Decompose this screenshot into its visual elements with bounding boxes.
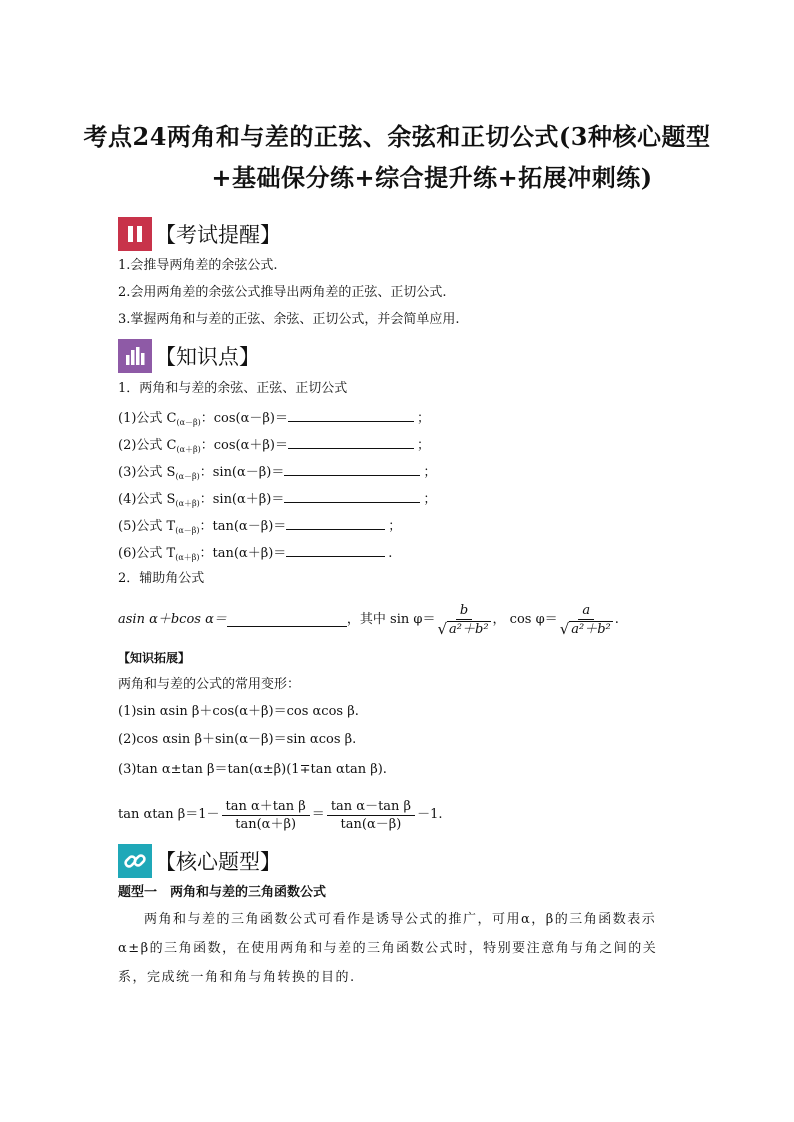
radicand: a²＋b² — [571, 621, 611, 637]
section-core-header — [118, 843, 281, 879]
formula-row-2 — [118, 436, 430, 458]
aux-cos-label: ， cos φ＝ — [492, 612, 558, 627]
formula-row-4 — [118, 490, 436, 512]
section-reminder-header — [118, 216, 281, 252]
formula-expr: ：cos(α＋β)＝ — [200, 438, 288, 453]
formula-subscript: (α－β) — [175, 472, 200, 481]
formula-subscript: (α＋β) — [175, 553, 200, 562]
reminder-item-3: 3.掌握两角和与差的正弦、余弦、正切公式，并会简单应用. — [118, 312, 460, 327]
formula-label: (6)公式 T — [118, 546, 176, 561]
answer-blank[interactable] — [286, 544, 385, 557]
formula-label: (5)公式 T — [118, 519, 176, 534]
aux-mid: ，其中 sin φ＝ — [346, 612, 436, 627]
knowledge-subheading-1: 1．两角和与差的余弦、正弦、正切公式 — [118, 381, 348, 396]
formula-subscript: (α＋β) — [175, 499, 200, 508]
knowledge-subheading-2: 2．辅助角公式 — [118, 571, 205, 586]
formula-expr: ：sin(α－β)＝ — [199, 465, 285, 480]
formula-expr: ：sin(α＋β)＝ — [199, 492, 285, 507]
pause-bars-icon — [118, 217, 152, 251]
fraction-numerator: a — [578, 603, 594, 620]
question-type-1-description: 两角和与差的三角函数公式可看作是诱导公式的推广，可用α，β的三角函数表示α±β的三角函数，在使用两角和与差的三角函数公式时，特别要注意角与角之间的关系，完成统一角和角与角转换的目的. — [118, 912, 658, 985]
bar-chart-icon — [118, 339, 152, 373]
section-reminder-title: 【考试提醒】 — [155, 223, 281, 247]
extension-intro: 两角和与差的公式的常用变形： — [118, 677, 301, 692]
formula-subscript: (α＋β) — [176, 445, 201, 454]
formula-end: . — [388, 546, 393, 561]
formula-end: ； — [423, 465, 437, 480]
sqrt-expression — [437, 621, 490, 637]
doc-title-line1: 考点24两角和与差的正弦、余弦和正切公式(3种核心题型 — [83, 122, 711, 151]
aux-lhs: asin α＋bcos α＝ — [118, 612, 227, 627]
answer-blank[interactable] — [286, 517, 385, 530]
formula-label: (2)公式 C — [118, 438, 177, 453]
answer-blank[interactable] — [284, 463, 420, 476]
formula-row-5 — [118, 517, 401, 539]
chain-link-icon — [118, 844, 152, 878]
fraction-denominator: tan(α＋β) — [235, 816, 297, 832]
formula-expr: ：cos(α－β)＝ — [200, 411, 288, 426]
formula-subscript: (α－β) — [176, 418, 201, 427]
aux-angle-formula — [118, 600, 619, 640]
formula-end: ； — [388, 519, 402, 534]
fraction-tan-sum — [222, 799, 310, 832]
radical-sign: √ — [559, 619, 570, 638]
extension-item-1: (1)sin αsin β＋cos(α＋β)＝cos αcos β. — [118, 704, 359, 719]
formula-end: ； — [417, 411, 431, 426]
aux-end: . — [614, 612, 619, 627]
radical-sign: √ — [437, 619, 448, 638]
formula-subscript: (α－β) — [175, 526, 200, 535]
formula-end: ； — [417, 438, 431, 453]
formula-expr: ：tan(α＋β)＝ — [199, 546, 287, 561]
extension-item-2: (2)cos αsin β＋sin(α－β)＝sin αcos β. — [118, 732, 357, 747]
eq-lhs: tan αtan β＝1－ — [118, 807, 220, 822]
extension-item-3: (3)tan α±tan β＝tan(α±β)(1∓tan αtan β). — [118, 762, 387, 777]
fraction-numerator: tan α＋tan β — [222, 799, 310, 816]
doc-title-line2: +基础保分练+综合提升练+拓展冲刺练) — [211, 163, 653, 192]
answer-blank[interactable] — [284, 490, 420, 503]
fraction-numerator: tan α－tan β — [327, 799, 415, 816]
formula-label: (1)公式 C — [118, 411, 177, 426]
fraction-cos-phi — [560, 603, 613, 638]
answer-blank[interactable] — [288, 409, 414, 422]
answer-blank[interactable] — [227, 614, 347, 627]
formula-label: (4)公式 S — [118, 492, 176, 507]
formula-label: (3)公式 S — [118, 465, 176, 480]
section-core-title: 【核心题型】 — [155, 850, 281, 874]
fraction-denominator: tan(α－β) — [340, 816, 402, 832]
formula-end: ； — [423, 492, 437, 507]
formula-row-6 — [118, 544, 392, 566]
extension-heading: 【知识拓展】 — [118, 651, 191, 665]
answer-blank[interactable] — [288, 436, 414, 449]
formula-expr: ：tan(α－β)＝ — [199, 519, 287, 534]
fraction-tan-diff — [327, 799, 415, 832]
formula-row-3 — [118, 463, 436, 485]
section-knowledge-header — [118, 338, 260, 374]
section-knowledge-title: 【知识点】 — [155, 345, 260, 369]
reminder-item-2: 2.会用两角差的余弦公式推导出两角差的正弦、正切公式. — [118, 285, 447, 300]
eq-end: －1. — [417, 807, 443, 822]
fraction-sin-phi — [437, 603, 490, 638]
sqrt-expression — [560, 621, 613, 637]
radicand: a²＋b² — [449, 621, 489, 637]
tan-product-formula — [118, 795, 442, 835]
question-type-1-heading: 题型一 两角和与差的三角函数公式 — [118, 885, 327, 900]
eq-equals: ＝ — [311, 807, 325, 822]
fraction-numerator: b — [456, 603, 472, 620]
formula-row-1 — [118, 409, 430, 431]
reminder-item-1: 1.会推导两角差的余弦公式. — [118, 258, 278, 273]
